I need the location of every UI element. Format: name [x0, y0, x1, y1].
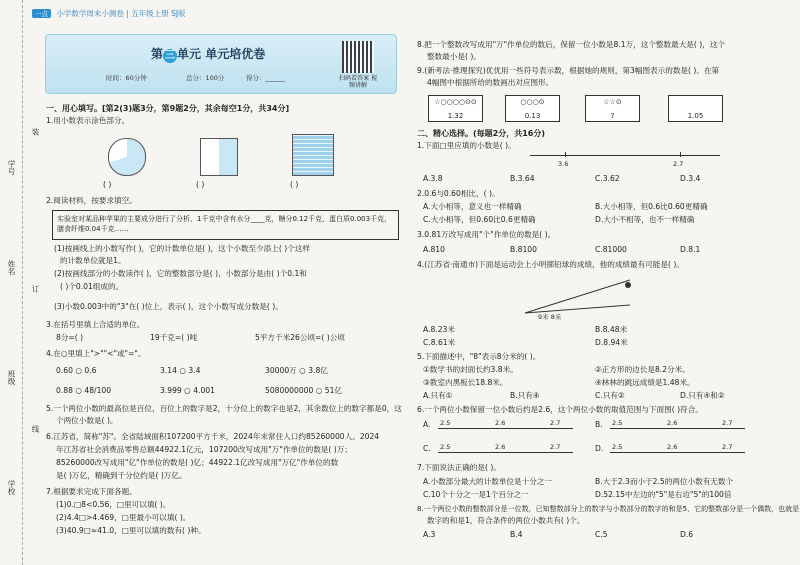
option[interactable]: C.8.61米 — [423, 338, 456, 347]
choice-2: 2.0.6与0.60相比，( )。 — [417, 189, 500, 198]
rectangle-figure — [200, 138, 238, 176]
unit-blank[interactable]: 5平方千米26公顷=( )公顷 — [255, 333, 345, 342]
choice-3: 3.0.81万改写成用"个"作单位的数是( )。 — [417, 230, 556, 239]
option[interactable]: D.6 — [680, 530, 694, 539]
binding-mark: 线 — [31, 425, 40, 433]
compare-item[interactable]: 30000万 ○ 3.8亿 — [265, 366, 328, 375]
option[interactable]: B.大小相等，但0.6比0.60更精确 — [595, 202, 708, 211]
question-2-1b: 的计数单位就是1。 — [60, 256, 126, 265]
option[interactable]: B.8100 — [510, 245, 537, 254]
question-6c: 85260000改写成用"亿"作单位的数是( )亿；44922.1亿改写成用"万亿"作单位的数 — [56, 458, 339, 467]
binding-mark: 订 — [31, 285, 40, 293]
tick-label: 2.5 — [440, 419, 451, 427]
qr-label: 扫码看答案 视频讲解 — [339, 75, 377, 89]
answer-blank[interactable]: ( ) — [290, 180, 299, 189]
option[interactable]: C.5 — [595, 530, 608, 539]
reading-material-box — [52, 210, 399, 240]
number-line — [530, 155, 720, 156]
tick-label: 3.6 — [558, 160, 569, 168]
unit-title: 第 三 单元 单元培优卷 — [151, 47, 266, 61]
option[interactable]: C.大小相等，但0.60比0.6更精确 — [423, 215, 536, 224]
student-id-label: 学号 — [7, 160, 16, 175]
distance-label: 9米 8米 — [538, 313, 562, 321]
question-9b: 4幅图中根据所给的数画出对应图形。 — [427, 78, 554, 87]
score-field: 得分：______ — [246, 74, 285, 82]
option[interactable]: D.只有④和② — [680, 391, 725, 400]
symbol-box-4[interactable] — [668, 95, 723, 122]
question-1: 1.用小数表示涂色部分。 — [46, 116, 130, 125]
statement: ③教室内黑板长18.8米。 — [423, 378, 508, 387]
number-line-tick — [565, 152, 566, 157]
question-4: 4.在○里填上">""<"或"="。 — [46, 349, 146, 358]
student-name-label: 姓名 — [7, 260, 16, 275]
statement: ①数学书的封面长约3.8米。 — [423, 365, 518, 374]
question-2-3: (3)小数0.003中的"3"在( )位上，表示( )，这个小数写成分数是( )。 — [54, 302, 283, 311]
compare-item[interactable]: 3.999 ○ 4.001 — [160, 386, 215, 395]
cut-line — [22, 0, 23, 565]
question-6d: 是( )万亿，精确到千分位约是( )万亿。 — [56, 471, 187, 480]
choice-6: 6.一个两位小数保留一位小数后约是2.6，这个两位小数的取值范围与下面图( )符合。 — [417, 405, 703, 414]
option[interactable]: B.大于2.3而小于2.5的两位小数有无数个 — [595, 477, 734, 486]
question-8: 8.把一个整数改写成用"万"作单位的数后，保留一位小数是8.1万，这个整数最大是( )，这个 — [417, 40, 726, 49]
question-2: 2.阅读材料，按要求填空。 — [46, 196, 137, 205]
number-line-tick — [680, 152, 681, 157]
choice-1: 1.下面□里应填的小数是( )。 — [417, 141, 516, 150]
tick-label: 2.5 — [440, 443, 451, 451]
unit-title-text: 单元 单元培优卷 — [177, 47, 266, 61]
option[interactable]: C.10个十分之一是1个百分之一 — [423, 490, 529, 499]
choice-7: 7.下面说法正确的是( )。 — [417, 463, 501, 472]
option-letter: A. — [423, 420, 431, 429]
option[interactable]: D.52.15中左边的"5"是右边"5"的100倍 — [595, 490, 732, 499]
unit-number: 三 — [165, 50, 176, 61]
tick-label: 2.7 — [550, 443, 561, 451]
q7-item[interactable]: (1)0.□8<0.56，□里可以填( )。 — [56, 500, 171, 509]
option[interactable]: C.3.62 — [595, 174, 620, 183]
tick-label: 2.6 — [495, 419, 506, 427]
choice-8b: 数字的和是1，符合条件的两位小数共有( )个。 — [427, 516, 585, 525]
athlete-icon — [625, 282, 631, 288]
option[interactable]: A.小数部分最大的计数单位是十分之一 — [423, 477, 552, 486]
section-2-title: 二、精心选择。(每题2分，共16分) — [417, 129, 546, 138]
tick-label: 2.7 — [673, 160, 684, 168]
symbol-value: 1.32 — [447, 112, 464, 120]
binding-sidebar — [0, 0, 40, 565]
q7-item[interactable]: (3)40.9□≈41.0，□里可以填的数有( )种。 — [56, 526, 206, 535]
choice-4: 4.(江苏省·南通市)下面是运动会上小明掷铅球的成绩，他的成绩最有可能是( )。 — [417, 260, 684, 269]
option[interactable]: A.810 — [423, 245, 445, 254]
compare-item[interactable]: 0.60 ○ 0.6 — [56, 366, 97, 375]
question-2-2b: ( )个0.01组成的。 — [60, 282, 124, 291]
question-3: 3.在括号里填上合适的单位。 — [46, 320, 145, 329]
question-9: 9.(新考法·推理探究)优优用一些符号表示数，根据她的规则，第3幅图表示的数是( )。在第 — [417, 66, 720, 75]
question-7: 7.根据要求完成下面各题。 — [46, 487, 137, 496]
q7-item[interactable]: (2)4.4□>4.469，□里最小可以填( )。 — [56, 513, 191, 522]
brand-badge: 一点 — [32, 9, 51, 18]
question-5b: 个两位小数是( )。 — [56, 416, 118, 425]
shot-put-figure — [520, 275, 640, 315]
symbol-box-2 — [505, 95, 560, 122]
statement: ②正方形的边长是8.2分米。 — [595, 365, 690, 374]
option[interactable]: D.大小不相等，也不一样精确 — [595, 215, 695, 224]
answer-blank[interactable]: ( ) — [103, 180, 112, 189]
unit-blank[interactable]: 8分=( ) — [56, 333, 84, 342]
symbol-row: ☆☆⊙ — [603, 98, 622, 106]
symbol-row: ○○○⊙ — [520, 98, 545, 106]
choice-8: 8.一个两位小数的整数部分是一位数，已知整数部分上的数字与小数部分的数字的和是5，它的整数部分是一个偶数，也就是 — [417, 505, 800, 513]
question-2-2: (2)按画线部分的小数读作( )，它的整数部分是( )，小数部分是由( )个0.1和 — [54, 269, 307, 278]
symbol-value: 1.05 — [687, 112, 704, 120]
tick-label: 2.6 — [667, 419, 678, 427]
symbol-box-1 — [428, 95, 483, 122]
tick-label: 2.7 — [722, 443, 733, 451]
answer-blank[interactable]: ( ) — [196, 180, 205, 189]
option-letter: D. — [595, 444, 604, 453]
option[interactable]: A.8.23米 — [423, 325, 455, 334]
option[interactable]: B.3.64 — [510, 174, 535, 183]
choice-5: 5.下面描述中，"8"表示8分米的( )。 — [417, 352, 541, 361]
option[interactable]: D.8.94米 — [595, 338, 628, 347]
option[interactable]: A.3.8 — [423, 174, 443, 183]
reading-material-text: 实验室对某品种苹果的主要成分进行了分析，1千克中含有水分____克，糖分0.12千克，蛋白质0.003千克，膳食纤维0.04千克…… — [57, 215, 392, 233]
compare-item[interactable]: 5080000000 ○ 51亿 — [265, 386, 343, 395]
symbol-value: 0.13 — [524, 112, 541, 120]
unit-title-box — [45, 34, 397, 94]
circle-figure — [108, 138, 146, 176]
option[interactable]: D.8.1 — [680, 245, 701, 254]
question-8b: 整数最小是( )。 — [427, 52, 481, 61]
question-6b: 年江苏省社会消费品零售总额44922.1亿元，107200改写成用"万"作单位的数是( )万； — [56, 445, 352, 454]
option[interactable]: C.81000 — [595, 245, 627, 254]
unit-blank[interactable]: 19千克=( )吨 — [150, 333, 198, 342]
number-line — [610, 452, 745, 453]
symbol-value: ? — [610, 112, 615, 120]
school-label: 学校 — [7, 480, 16, 495]
section-1-title: 一、用心填写。[第2(3)题3分，第9题2分，其余每空1分，共34分] — [46, 104, 290, 113]
qr-code-icon[interactable] — [342, 41, 374, 73]
option[interactable]: B.4 — [510, 530, 523, 539]
statement: ④林林的跳远成绩是1.48米。 — [595, 378, 695, 387]
option-letter: C. — [423, 444, 431, 453]
throw-line — [525, 280, 630, 313]
question-6: 6.江苏省，简称"苏"。全省陆域面积107200平方千米，2024年末常住人口约85260000人。2024 — [46, 432, 380, 441]
compare-item[interactable]: 3.14 ○ 3.4 — [160, 366, 201, 375]
tick-label: 2.6 — [495, 443, 506, 451]
option-letter: B. — [595, 420, 603, 429]
question-2-1: (1)按画线上的小数写作( )，它的计数单位是( )，这个小数至少添上( )个这样 — [54, 244, 310, 253]
number-line — [438, 452, 573, 453]
number-line — [610, 428, 745, 429]
option[interactable]: C.只有② — [595, 391, 625, 400]
binding-mark: 装 — [31, 128, 40, 136]
symbol-box-3 — [585, 95, 640, 122]
tick-label: 2.7 — [722, 419, 733, 427]
option[interactable]: B.只有④ — [510, 391, 540, 400]
page-header — [32, 8, 186, 20]
symbol-row: ☆○○○○⊙⊙ — [434, 98, 477, 106]
class-label: 班级 — [7, 370, 16, 385]
header-text: 小学数学周末小测卷 | 五年级上册 SJ版 — [56, 9, 186, 18]
option[interactable]: D.3.4 — [680, 174, 701, 183]
total-score: 总分：100分 — [186, 74, 225, 82]
compare-item[interactable]: 0.88 ○ 48/100 — [56, 386, 112, 395]
cube-figure — [292, 134, 334, 176]
option[interactable]: B.8.48米 — [595, 325, 628, 334]
tick-label: 2.6 — [667, 443, 678, 451]
time-limit: 时间：60分钟 — [106, 74, 147, 82]
option[interactable]: A.只有① — [423, 391, 453, 400]
option[interactable]: A.3 — [423, 530, 436, 539]
number-line — [438, 428, 573, 429]
tick-label: 2.5 — [612, 443, 623, 451]
tick-label: 2.7 — [550, 419, 561, 427]
option[interactable]: A.大小相等，意义也一样精确 — [423, 202, 522, 211]
tick-label: 2.5 — [612, 419, 623, 427]
question-5: 5.一个两位小数的最高位是百位，百位上的数字是2，十分位上的数字也是2，其余数位上的数字都是0，这 — [46, 404, 402, 413]
